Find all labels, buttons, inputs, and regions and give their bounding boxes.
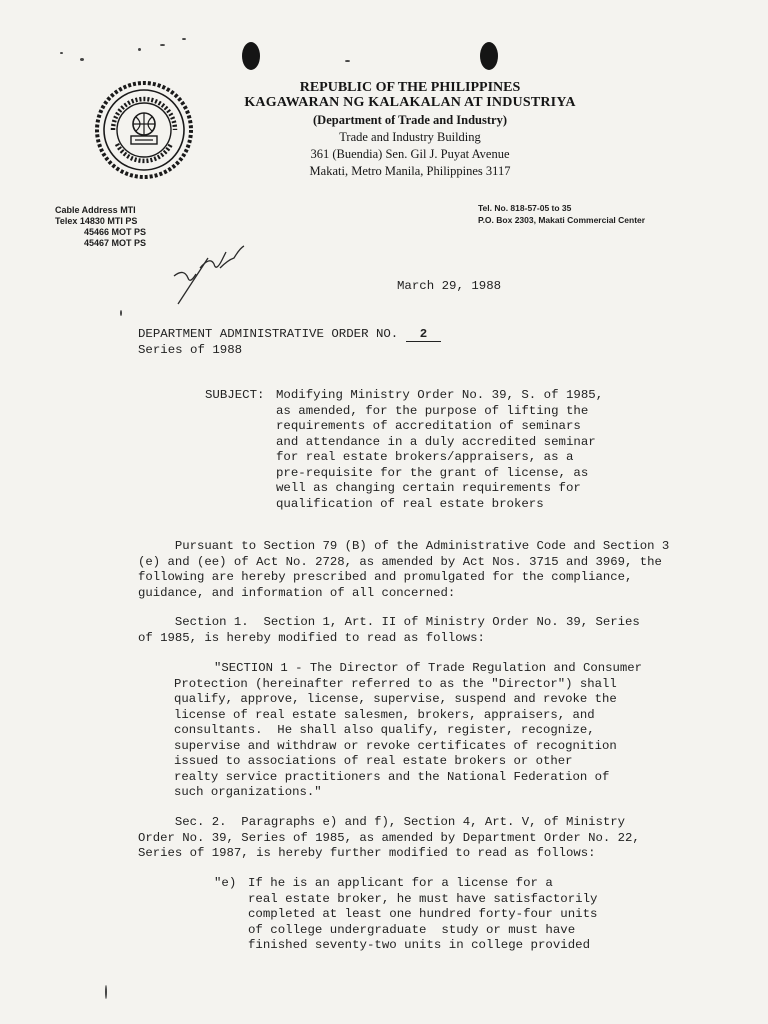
scan-speck [120, 310, 122, 316]
document-date: March 29, 1988 [397, 279, 502, 293]
paragraph-line: Series of 1987, is hereby further modified to read as follows: [138, 846, 596, 860]
paragraph-line: of college undergraduate study or must have [248, 922, 576, 937]
scan-speck [105, 985, 107, 999]
paragraph-line: guidance, and information of all concerned: [138, 585, 456, 600]
paragraph-line: Section 1. Section 1, Art. II of Ministry Order No. 39, Series [138, 615, 640, 629]
letterhead-republic: REPUBLIC OF THE PHILIPPINES [299, 80, 521, 95]
scan-speck [80, 58, 84, 61]
binder-hole-left [242, 42, 260, 70]
paragraph-quoted-section-1 [174, 661, 642, 801]
item-e-text [248, 876, 597, 954]
letterhead-address: 361 (Buendia) Sen. Gil J. Puyat Avenue [310, 147, 510, 161]
cable-address: Cable Address MTI [55, 205, 136, 215]
contact-left-block [55, 205, 146, 249]
paragraph-preamble [138, 539, 669, 601]
department-seal-icon [95, 80, 193, 180]
subject-line: requirements of accreditation of seminars [276, 419, 581, 433]
subject-line: and attendance in a duly accredited seminar [276, 434, 596, 449]
letterhead-kagawaran: KAGAWARAN NG KALAKALAN AT INDUSTRIYA [244, 95, 576, 110]
scan-speck [160, 44, 165, 46]
subject-line: qualification of real estate brokers [276, 496, 544, 511]
letterhead-department: (Department of Trade and Industry) [313, 113, 507, 127]
po-box: P.O. Box 2303, Makati Commercial Center [478, 215, 646, 225]
subject-line: Modifying Ministry Order No. 39, S. of 1985, [276, 388, 604, 402]
letterhead-building: Trade and Industry Building [339, 130, 481, 144]
subject-line: well as changing certain requirements for [276, 481, 581, 495]
paragraph-line: issued to associations of real estate brokers or other [174, 754, 573, 768]
subject-label: SUBJECT: [205, 388, 265, 402]
scan-speck [182, 38, 186, 40]
paragraph-line: license of real estate salesmen, brokers, appraisers, and [174, 707, 595, 722]
paragraph-line: Sec. 2. Paragraphs e) and f), Section 4, Art. V, of Ministry [138, 815, 626, 829]
scan-speck [60, 52, 63, 54]
paragraph-line: completed at least one hundred forty-four units [248, 907, 598, 921]
paragraph-line: supervise and withdraw or revoke certificates of recognition [174, 738, 617, 753]
letterhead-city: Makati, Metro Manila, Philippines 3117 [309, 164, 511, 178]
paragraph-line: Pursuant to Section 79 (B) of the Administrative Code and Section 3 [138, 539, 670, 553]
scan-speck [138, 48, 141, 51]
item-e-label: "e) [214, 876, 237, 890]
telephone-number: Tel. No. 818-57-05 to 35 [478, 203, 572, 213]
order-label: DEPARTMENT ADMINISTRATIVE ORDER NO. [138, 327, 399, 341]
telex-3: 45467 MOT PS [84, 238, 147, 248]
handwritten-initials-signature [170, 238, 250, 308]
paragraph-line: such organizations." [174, 785, 322, 799]
subject-line: for real estate brokers/appraisers, as a [276, 450, 574, 464]
paragraph-line: If he is an applicant for a license for a [248, 876, 553, 890]
order-series: Series of 1988 [138, 342, 243, 357]
binder-hole-right [480, 42, 498, 70]
order-heading [138, 327, 441, 358]
paragraph-line: realty service practitioners and the National Federation of [174, 769, 610, 784]
paragraph-section-2 [138, 815, 640, 862]
subject-line: as amended, for the purpose of lifting the [276, 403, 589, 418]
scan-speck [345, 60, 350, 62]
paragraph-line: qualify, approve, license, supervise, suspend and revoke the [174, 692, 617, 706]
contact-right-block [478, 202, 645, 226]
telex-2: 45466 MOT PS [84, 227, 147, 237]
paragraph-line: (e) and (ee) of Act No. 2728, as amended by Act Nos. 3715 and 3969, the [138, 554, 662, 569]
paragraph-line: consultants. He shall also qualify, register, recognize, [174, 723, 595, 737]
paragraph-line: real estate broker, he must have satisfactorily [248, 891, 598, 906]
paragraph-line: following are hereby prescribed and promulgated for the compliance, [138, 570, 633, 584]
subject-line: pre-requisite for the grant of license, as [276, 465, 589, 480]
subject-text [276, 388, 603, 512]
paragraph-line: Protection (hereinafter referred to as the "Director") shall [174, 676, 617, 691]
paragraph-line: finished seventy-two units in college provided [248, 938, 591, 952]
telex-1: Telex 14830 MTI PS [55, 216, 138, 226]
paragraph-line: of 1985, is hereby modified to read as follows: [138, 630, 485, 645]
paragraph-line: Order No. 39, Series of 1985, as amended by Department Order No. 22, [138, 830, 640, 845]
paragraph-section-1 [138, 615, 640, 646]
paragraph-line: "SECTION 1 - The Director of Trade Regulation and Consumer [214, 661, 643, 675]
order-number: 2 [406, 327, 441, 342]
